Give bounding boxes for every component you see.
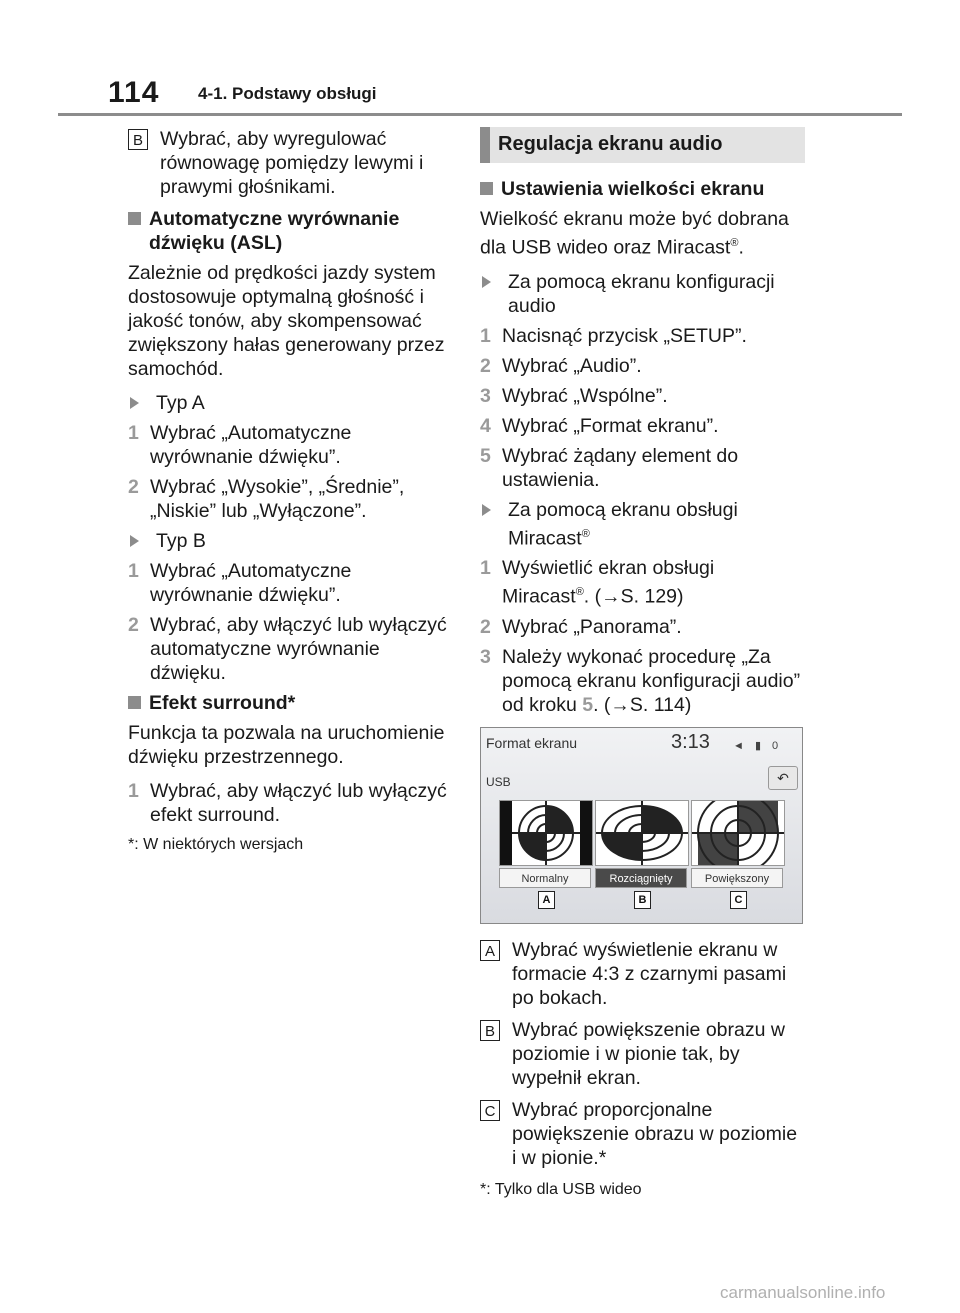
option-normal[interactable]: Normalny	[499, 868, 591, 888]
asl-text: Zależnie od prędkości jazdy system dostosowuje optymalną głośność i jakość tonów, aby skompensować zwiększony hałas generowany przez samochód.	[128, 262, 445, 380]
via-miracast-label	[508, 498, 805, 551]
label-b2-item	[480, 1018, 805, 1090]
step-number: 4	[480, 414, 491, 437]
callout-badge-a: A	[538, 891, 555, 909]
step-text-part: Należy wykonać procedurę „Za pomocą ekranu konfiguracji audio” od kroku	[502, 645, 801, 716]
step-number: 3	[480, 384, 491, 407]
registered-mark: ®	[581, 527, 590, 540]
size-heading	[480, 177, 805, 201]
size-text	[480, 207, 805, 260]
surround-text: Funkcja ta pozwala na uruchomienie dźwięku przestrzennego.	[128, 722, 445, 768]
triangle-bullet-icon	[130, 535, 148, 547]
miracast-step-3	[480, 645, 805, 717]
label-b2-badge: B	[480, 1020, 500, 1041]
triangle-bullet-icon	[482, 276, 500, 288]
screen-clock: 3:13	[671, 730, 710, 753]
test-pattern-icon	[692, 801, 784, 865]
label-b-item	[128, 127, 453, 199]
size-heading-text: Ustawienia wielkości ekranu	[501, 178, 765, 200]
page-reference: . (→S. 114)	[593, 693, 692, 716]
callout-badge-b: B	[634, 891, 651, 909]
step-number: 1	[128, 560, 139, 582]
step-number: 1	[128, 780, 139, 802]
label-c-badge: C	[480, 1100, 500, 1121]
surround-heading	[128, 691, 453, 715]
header-rule	[58, 113, 902, 116]
step-text: Wybrać „Automatyczne wyrównanie dźwięku”.	[150, 422, 352, 468]
miracast-step-2	[480, 615, 805, 639]
step-number: 2	[480, 615, 491, 638]
label-c-text: Wybrać proporcjonalne powiększenie obrazu w poziomie i w pionie.*	[512, 1098, 798, 1169]
typ-a-subheading	[130, 391, 453, 415]
typ-b-step-2	[128, 613, 453, 685]
step-text: Wybrać „Wysokie”, „Średnie”, „Niskie” lub „Wyłączone”.	[150, 476, 405, 522]
test-pattern-normal	[499, 800, 593, 866]
step-text-part: Wyświetlić ekran obsługi Miracast	[502, 557, 715, 608]
footnote-right: *: Tylko dla USB wideo	[480, 1180, 642, 1198]
label-a-item	[480, 938, 805, 1010]
asl-heading-text: Automatyczne wyrównanie dźwięku (ASL)	[149, 208, 400, 254]
miracast-step-1	[480, 556, 805, 609]
via-setup-subheading	[482, 270, 805, 318]
step-text: Wybrać „Wspólne”.	[502, 384, 668, 407]
typ-a-step-2	[128, 475, 453, 523]
test-pattern-zoomed	[691, 800, 785, 866]
registered-mark: ®	[575, 586, 584, 598]
setup-step-4	[480, 414, 805, 438]
square-bullet-icon	[128, 696, 141, 709]
setup-step-5	[480, 444, 805, 492]
step-text	[502, 645, 805, 717]
right-column	[480, 127, 805, 1202]
screen-title: Format ekranu	[486, 734, 578, 751]
option-zoomed[interactable]: Powiększony	[691, 868, 783, 888]
setup-step-3	[480, 384, 805, 408]
callout-badge-c: C	[730, 891, 747, 909]
step-text: Nacisnąć przycisk „SETUP”.	[502, 324, 747, 347]
left-column	[128, 127, 453, 857]
via-miracast-text: Za pomocą ekranu obsługi Miracast	[508, 498, 738, 549]
surround-step-1	[128, 779, 453, 827]
step-number: 3	[480, 645, 491, 668]
screen-source-label: USB	[486, 774, 511, 789]
step-text: Wybrać „Panorama”.	[502, 615, 682, 638]
step-text: Wybrać, aby włączyć lub wyłączyć automatyczne wyrównanie dźwięku.	[150, 614, 447, 684]
step-number: 1	[480, 557, 491, 579]
status-icons: ◄ ▮ 0	[733, 739, 783, 752]
triangle-bullet-icon	[130, 397, 148, 409]
label-a-text: Wybrać wyświetlenie ekranu w formacie 4:3 z czarnymi pasami po bokach.	[512, 938, 787, 1009]
setup-step-1	[480, 324, 805, 348]
label-b-badge: B	[128, 129, 148, 150]
step-number: 5	[480, 444, 491, 467]
step-reference-number: 5	[582, 693, 594, 716]
step-number: 2	[480, 354, 491, 377]
setup-step-2	[480, 354, 805, 378]
step-text	[502, 556, 805, 609]
page-number: 114	[108, 76, 160, 109]
typ-a-label: Typ A	[156, 392, 205, 414]
page-reference: . (→S. 129)	[583, 585, 684, 608]
registered-mark: ®	[730, 237, 739, 249]
triangle-bullet-icon	[482, 504, 500, 516]
step-number: 1	[128, 422, 139, 444]
typ-a-step-1	[128, 421, 453, 469]
via-miracast-subheading	[482, 498, 805, 551]
step-text: Wybrać żądany element do ustawienia.	[502, 444, 739, 491]
typ-b-step-1	[128, 559, 453, 607]
screen-format-screenshot	[480, 727, 803, 924]
label-c-item	[480, 1098, 805, 1170]
step-text: Wybrać, aby włączyć lub wyłączyć efekt surround.	[150, 780, 447, 826]
step-text: Wybrać „Automatyczne wyrównanie dźwięku”.	[150, 560, 352, 606]
typ-b-subheading	[130, 529, 453, 553]
label-b2-text: Wybrać powiększenie obrazu w poziomie i w pionie tak, by wypełnił ekran.	[512, 1018, 785, 1089]
section-heading-bar: Regulacja ekranu audio	[480, 127, 805, 163]
option-stretched[interactable]: Rozciągnięty	[595, 868, 687, 888]
step-text: Wybrać „Format ekranu”.	[502, 414, 719, 437]
test-pattern-stretched	[595, 800, 689, 866]
step-text: Wybrać „Audio”.	[502, 354, 642, 377]
label-b-text: Wybrać, aby wyregulować równowagę pomiędzy lewymi i prawymi głośnikami.	[160, 128, 424, 198]
square-bullet-icon	[128, 212, 141, 225]
watermark-footer: carmanualsonline.info	[720, 1283, 886, 1302]
step-number: 1	[480, 324, 491, 347]
size-text-body: Wielkość ekranu może być dobrana dla USB wideo oraz Miracast	[480, 208, 789, 259]
footnote-left: *: W niektórych wersjach	[128, 836, 304, 853]
step-number: 2	[128, 614, 139, 636]
back-button[interactable]: ↶	[768, 766, 798, 790]
section-title: 4-1. Podstawy obsługi	[198, 84, 377, 103]
via-setup-label: Za pomocą ekranu konfiguracji audio	[508, 270, 775, 317]
square-bullet-icon	[480, 182, 493, 195]
typ-b-label: Typ B	[156, 530, 206, 552]
test-pattern-icon	[596, 801, 688, 865]
step-number: 2	[128, 476, 139, 498]
asl-heading	[128, 207, 453, 255]
label-a-badge: A	[480, 940, 500, 961]
period: .	[738, 236, 744, 259]
test-pattern-icon	[500, 801, 592, 865]
surround-heading-text: Efekt surround*	[149, 692, 296, 714]
